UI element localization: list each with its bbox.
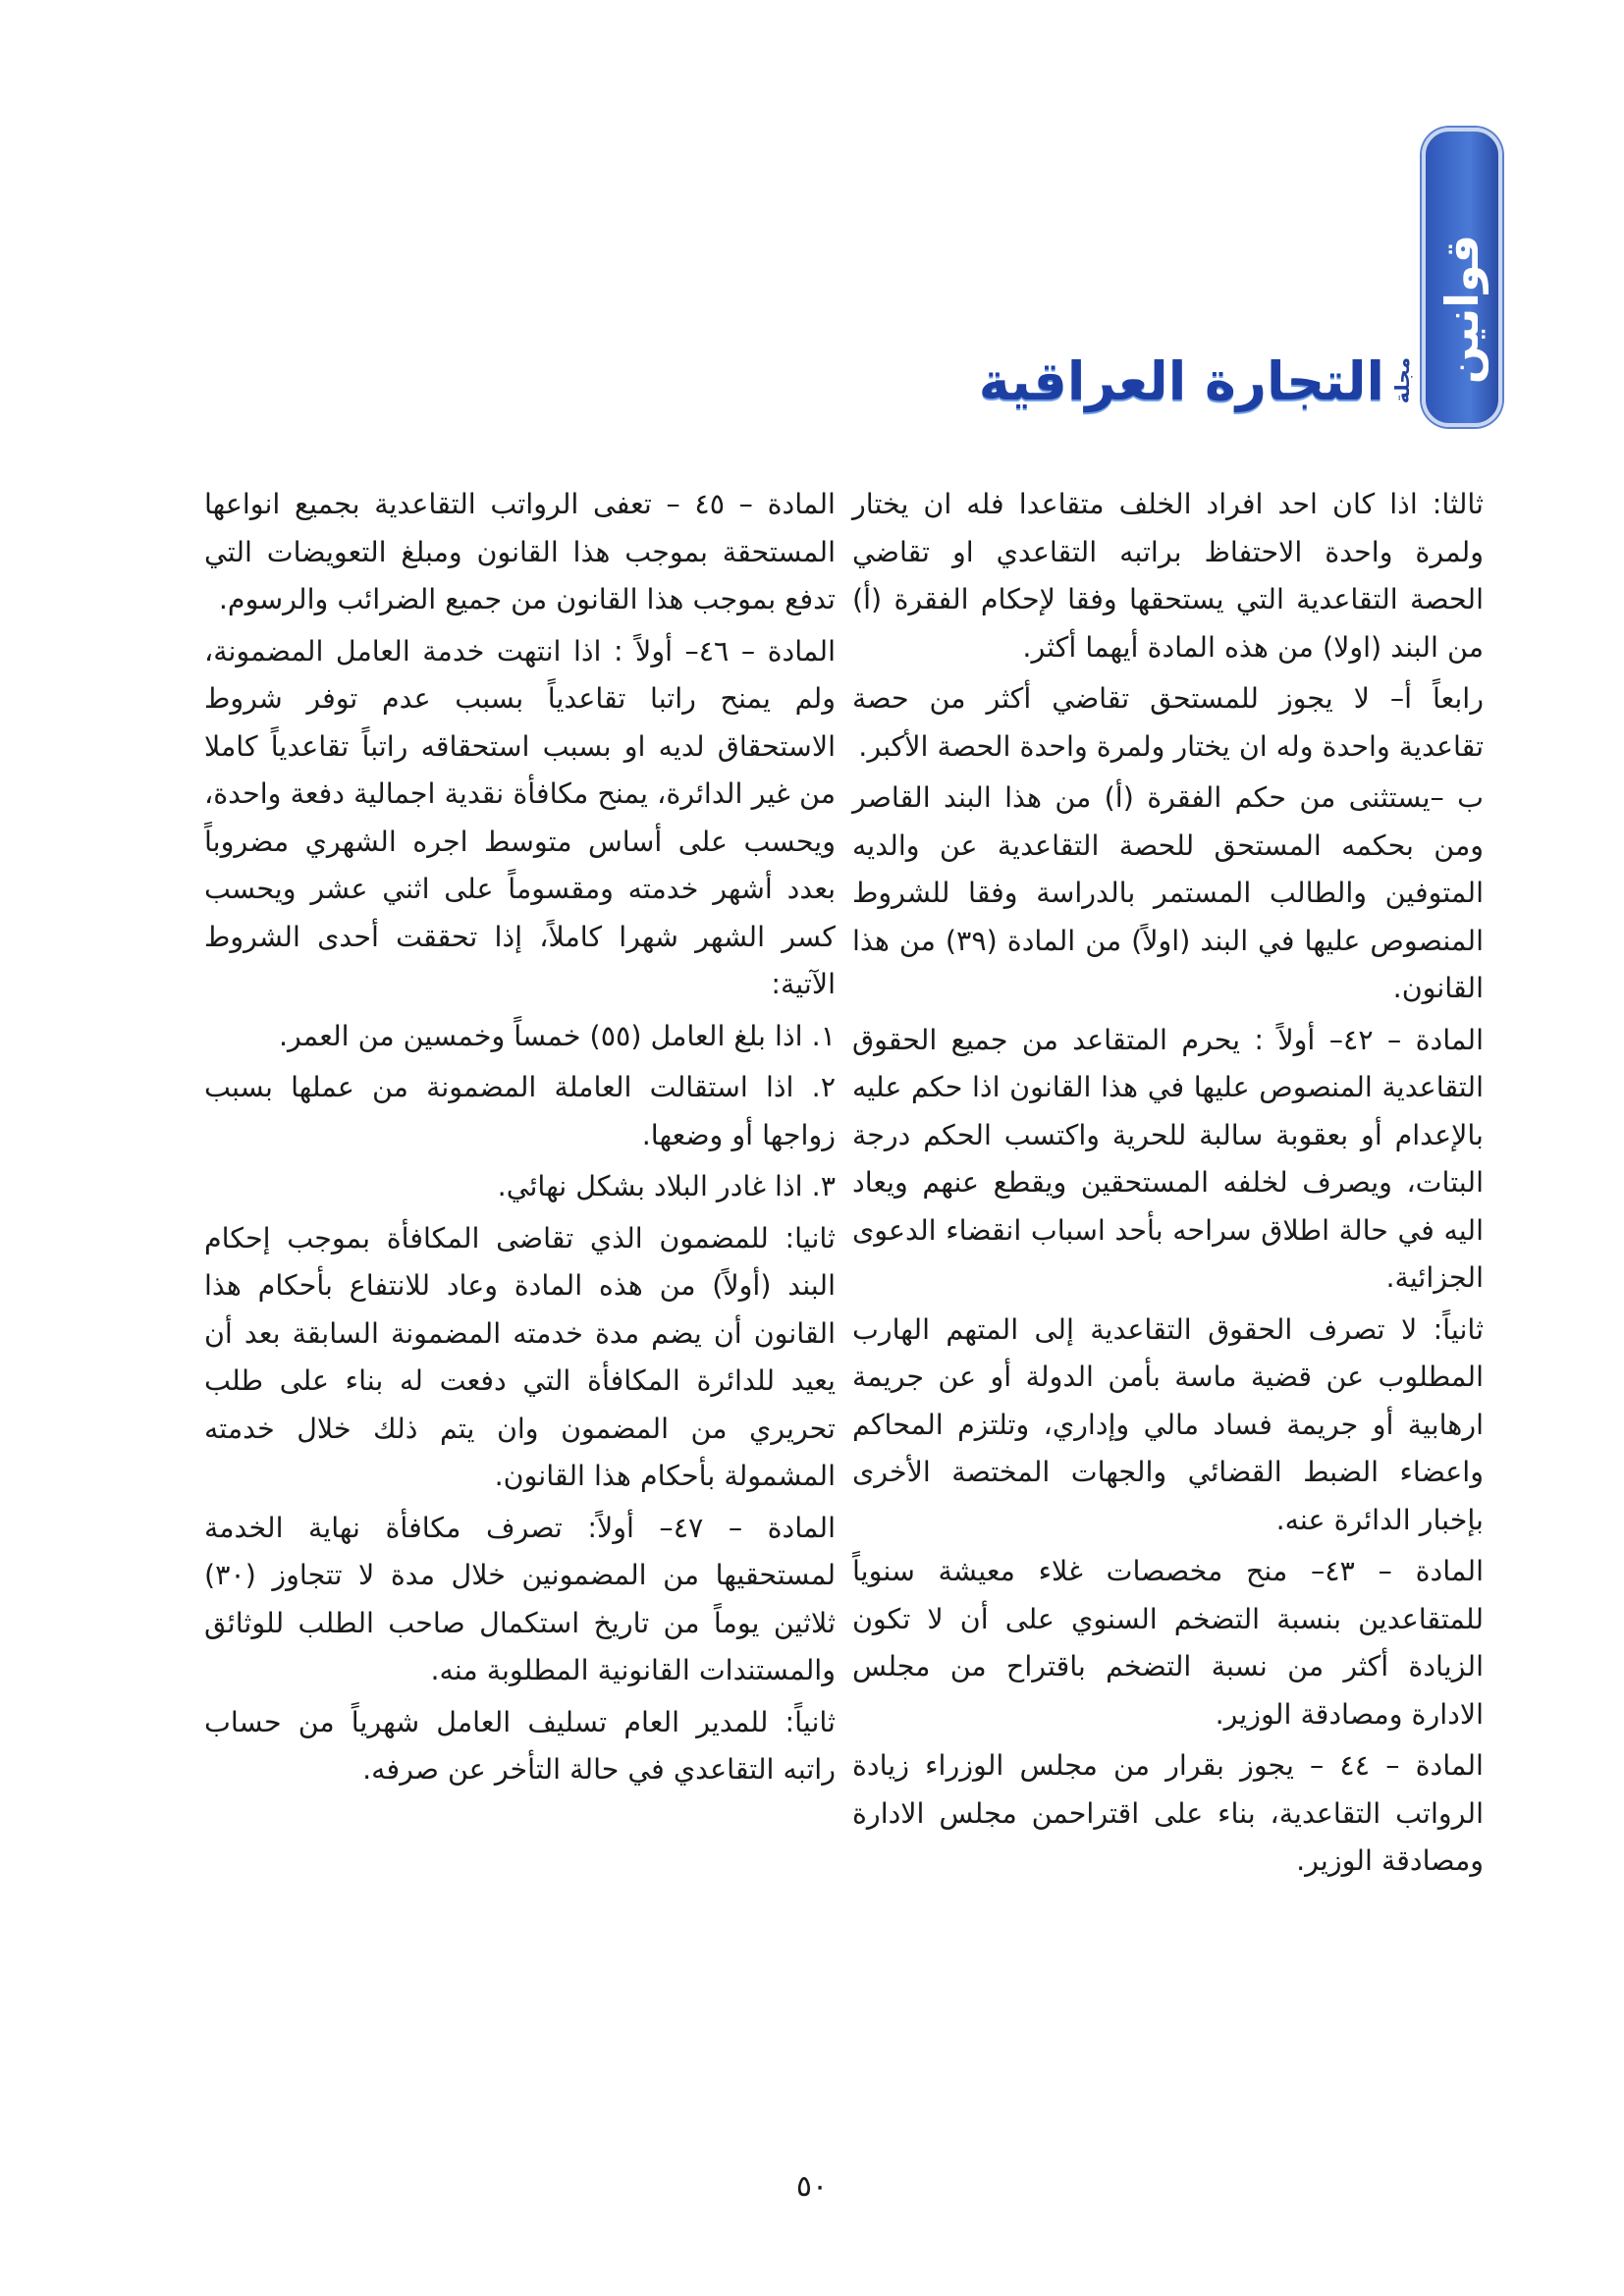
- article-paragraph: المادة – ٤٧– أولاً: تصرف مكافأة نهاية الخدمة لمستحقيها من المضمونين خلال مدة لا تتجاوز (٣٠) ثلاثين يوماً من تاريخ استكمال صاحب الطلب للوثائق والمستندات القانونية المطلوبة منه.: [204, 1511, 836, 1686]
- list-item: ٢. اذا استقالت العاملة المضمونة من عملها بسبب زواجها أو وضعها.: [204, 1071, 836, 1151]
- list-item: ٣. اذا غادر البلاد بشكل نهائي.: [497, 1170, 836, 1202]
- right-column: [852, 481, 1484, 1890]
- brand-name: التجارة العراقية: [978, 349, 1384, 412]
- article-paragraph: ثانيا: للمضمون الذي تقاضى المكافأة بموجب إحكام البند (أولاً) من هذه المادة وعاد للانتفاع بأحكام هذا القانون أن يضم مدة خدمته المضمونة السابقة بعد أن يعيد للدائرة المكافأة التي دفعت له بناء على طلب تحريري من المضمون وان يتم ذلك خلال خدمته المشمولة بأحكام هذا القانون.: [204, 1221, 836, 1492]
- brand-prefix: مجلة: [1390, 357, 1414, 404]
- article-paragraph: المادة – ٤٦– أولاً : اذا انتهت خدمة العامل المضمونة، ولم يمنح راتبا تقاعدياً بسبب عدم توفر شروط الاستحقاق لديه او بسبب استحقاقه راتباً تقاعدياً كاملا من غير الدائرة، يمنح مكافأة نقدية اجمالية دفعة واحدة، ويحسب على أساس متوسط اجره الشهري مضروباً بعدد أشهر خدمته ومقسوماً على اثني عشر ويحسب كسر الشهر شهرا كاملاً، إذا تحققت أحدى الشروط الآتية:: [204, 634, 836, 1000]
- section-tab-label: قوانين: [1435, 234, 1489, 384]
- page-number: ٥٠: [795, 2169, 829, 2204]
- article-paragraph: ب –يستثنى من حكم الفقرة (أ) من هذا البند القاصر ومن بحكمه المستحق للحصة التقاعدية عن والديه المتوفين والطالب المستمر بالدراسة وفقا للشروط المنصوص عليها في البند (اولاً) من المادة (٣٩) من هذا القانون.: [852, 781, 1484, 1004]
- article-paragraph: ثالثا: اذا كان احد افراد الخلف متقاعدا فله ان يختار ولمرة واحدة الاحتفاظ براتبه التقاعدي او تقاضي الحصة التقاعدية التي يستحقها وفقا لإحكام الفقرة (أ) من البند (اولا) من هذه المادة أيهما أكثر.: [852, 488, 1484, 664]
- left-column: [204, 481, 836, 1798]
- article-paragraph: ثانياً: للمدير العام تسليف العامل شهرياً من حساب راتبه التقاعدي في حالة التأخر عن صرفه.: [204, 1705, 836, 1786]
- article-paragraph: ثانياً: لا تصرف الحقوق التقاعدية إلى المتهم الهارب المطلوب عن قضية ماسة بأمن الدولة أو عن جريمة ارهابية أو جريمة فساد مالي وإداري، وتلتزم المحاكم واعضاء الضبط القضائي والجهات المختصة الأخرى بإخبار الدائرة عنه.: [852, 1312, 1484, 1536]
- article-paragraph: المادة – ٤٢– أولاً : يحرم المتقاعد من جميع الحقوق التقاعدية المنصوص عليها في هذا القانون اذا حكم عليه بالإعدام أو بعقوبة سالبة للحرية واكتسب الحكم درجة البتات، ويصرف لخلفه المستحقين ويقطع عنهم ويعاد اليه في حالة اطلاق سراحه بأحد اسباب انقضاء الدعوى الجزائية.: [852, 1023, 1484, 1294]
- article-paragraph: المادة – ٤٣– منح مخصصات غلاء معيشة سنوياً للمتقاعدين بنسبة التضخم السنوي على أن لا تكون الزيادة أكثر من نسبة التضخم باقتراح من مجلس الادارة ومصادقة الوزير.: [852, 1555, 1484, 1731]
- article-paragraph: المادة – ٤٥ – تعفى الرواتب التقاعدية بجميع انواعها المستحقة بموجب هذا القانون ومبلغ التعويضات التي تدفع بموجب هذا القانون من جميع الضرائب والرسوم.: [204, 488, 836, 615]
- article-paragraph: المادة – ٤٤ – يجوز بقرار من مجلس الوزراء زيادة الرواتب التقاعدية، بناء على اقتراحمن مجلس الادارة ومصادقة الوزير.: [852, 1749, 1484, 1877]
- list-item: ١. اذا بلغ العامل (٥٥) خمساً وخمسين من العمر.: [278, 1019, 836, 1052]
- article-paragraph: رابعاً أ– لا يجوز للمستحق تقاضي أكثر من حصة تقاعدية واحدة وله ان يختار ولمرة واحدة الحصة الأكبر.: [852, 682, 1484, 763]
- section-tab: [1422, 128, 1502, 427]
- magazine-logo: [978, 332, 1422, 430]
